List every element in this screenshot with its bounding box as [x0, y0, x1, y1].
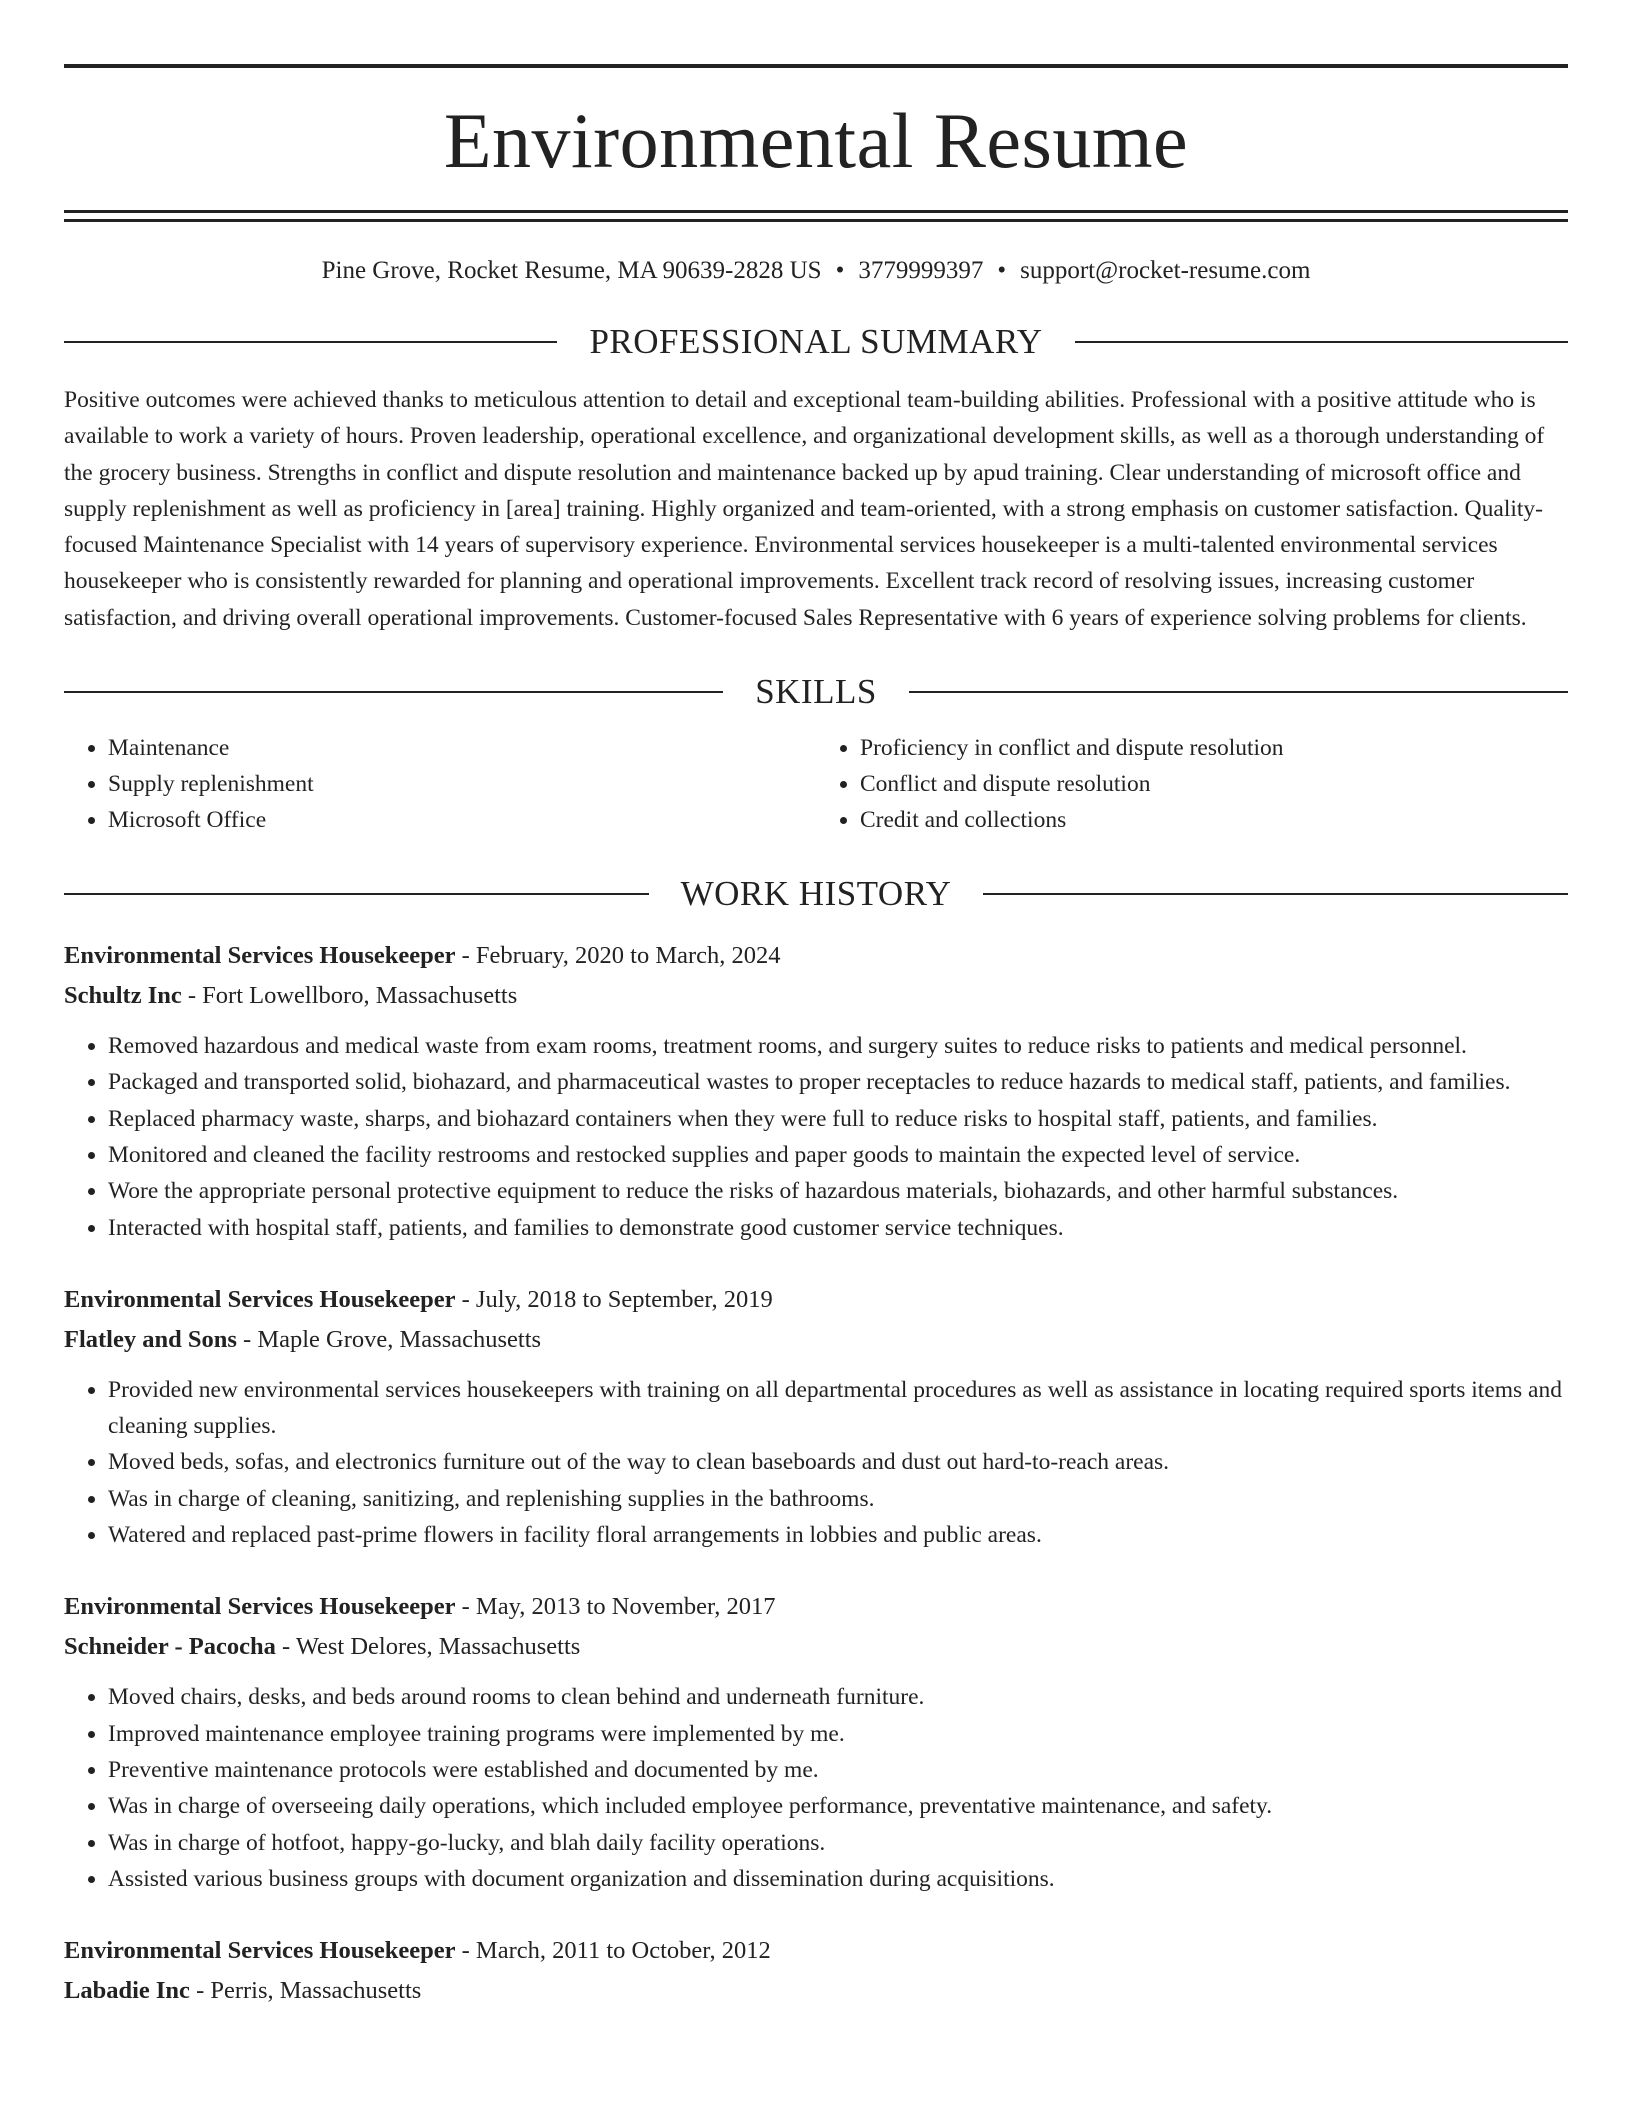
- skill-item: • Credit and collections: [860, 802, 1568, 838]
- section-title: WORK HISTORY: [680, 874, 952, 914]
- job-bullet: • Was in charge of hotfoot, happy-go-lucky, and blah daily facility operations.: [108, 1825, 1568, 1861]
- job-company-line: [64, 1627, 1568, 1667]
- job-bullet: • Removed hazardous and medical waste from exam rooms, treatment rooms, and surgery suites to reduce risks to patients and medical personnel.: [108, 1028, 1568, 1064]
- job-bullet: • Replaced pharmacy waste, sharps, and biohazard containers when they were full to reduce risks to hospital staff, patients, and families.: [108, 1101, 1568, 1137]
- skill-item: • Conflict and dispute resolution: [860, 766, 1568, 802]
- job-bullet: • Assisted various business groups with document organization and dissemination during acquisitions.: [108, 1861, 1568, 1897]
- section-heading-skills: [64, 670, 1568, 714]
- job-title: Environmental Services Housekeeper: [64, 1937, 456, 1965]
- heading-rule: [909, 691, 1568, 693]
- contact-separator: •: [997, 257, 1007, 284]
- job-bullet: • Packaged and transported solid, biohazard, and pharmaceutical wastes to proper receptacles to reduce hazards to medical staff, patients, and families.: [108, 1064, 1568, 1100]
- job-bullet: • Provided new environmental services housekeepers with training on all departmental procedures as well as assistance in locating required sports items and cleaning supplies.: [108, 1372, 1568, 1445]
- heading-rule: [64, 893, 649, 895]
- job-bullet: • Improved maintenance employee training programs were implemented by me.: [108, 1716, 1568, 1752]
- job-title: Environmental Services Housekeeper: [64, 1285, 456, 1313]
- job-entry: [64, 1931, 1568, 2011]
- skill-item: • Microsoft Office: [108, 802, 816, 838]
- job-entry: [64, 936, 1568, 1246]
- job-entry: [64, 1280, 1568, 1553]
- job-bullet: • Monitored and cleaned the facility restrooms and restocked supplies and paper goods to maintain the expected level of service.: [108, 1137, 1568, 1173]
- skill-item: • Supply replenishment: [108, 766, 816, 802]
- job-bullet: • Preventive maintenance protocols were established and documented by me.: [108, 1752, 1568, 1788]
- job-company: Labadie Inc: [64, 1977, 190, 2005]
- job-bullets: [64, 1372, 1568, 1553]
- job-bullets: [64, 1028, 1568, 1246]
- skill-item: • Maintenance: [108, 730, 816, 766]
- section-title: SKILLS: [755, 672, 877, 712]
- job-location: - West Delores, Massachusetts: [275, 1633, 581, 1661]
- job-location: - Fort Lowellboro, Massachusetts: [181, 982, 518, 1010]
- job-title: Environmental Services Housekeeper: [64, 942, 456, 970]
- heading-rule: [1075, 341, 1568, 343]
- job-dates: - March, 2011 to October, 2012: [455, 1937, 771, 1965]
- contact-line: [64, 256, 1568, 286]
- job-title-line: [64, 1280, 1568, 1320]
- section-title: PROFESSIONAL SUMMARY: [589, 322, 1043, 361]
- section-heading-work-history: [64, 872, 1568, 916]
- job-bullet: • Was in charge of overseeing daily operations, which included employee performance, preventative maintenance, and safety.: [108, 1788, 1568, 1824]
- job-company: Schneider - Pacocha: [64, 1633, 276, 1661]
- job-company-line: [64, 1320, 1568, 1360]
- job-entry: [64, 1587, 1568, 1897]
- contact-email: support@rocket-resume.com: [1020, 257, 1311, 284]
- contact-phone: 3779999397: [858, 257, 984, 284]
- title-double-rule: [64, 210, 1568, 222]
- top-rule: [64, 64, 1568, 68]
- skills-column-right: [816, 730, 1568, 838]
- contact-separator: •: [835, 257, 845, 284]
- skills-list: [64, 730, 1568, 838]
- job-dates: - May, 2013 to November, 2017: [455, 1593, 776, 1621]
- summary-text: Positive outcomes were achieved thanks to meticulous attention to detail and exceptional team-building abilities. Professional with a positive attitude who is available to work a variety of hours. Proven leadership, operational excellence, and organizational development skills, as well as a thorough understanding of the grocery business. Strengths in conflict and dispute resolution and maintenance backed up by apud training. Clear understanding of microsoft office and supply replenishment as well as proficiency in [area] training. Highly organized and team-oriented, with a strong emphasis on customer satisfaction. Quality-focused Maintenance Specialist with 14 years of supervisory experience. Environmental services housekeeper is a multi-talented environmental services housekeeper who is consistently rewarded for planning and operational improvements. Excellent track record of resolving issues, increasing customer satisfaction, and driving overall operational improvements. Customer-focused Sales Representative with 6 years of experience solving problems for clients.: [64, 387, 1545, 631]
- skills-column-left: [64, 730, 816, 838]
- heading-rule: [983, 893, 1568, 895]
- job-bullet: • Moved beds, sofas, and electronics furniture out of the way to clean baseboards and dust out hard-to-reach areas.: [108, 1444, 1568, 1480]
- job-bullet: • Was in charge of cleaning, sanitizing, and replenishing supplies in the bathrooms.: [108, 1481, 1568, 1517]
- heading-rule: [64, 691, 723, 693]
- resume-title: Environmental Resume: [443, 97, 1189, 184]
- job-dates: - February, 2020 to March, 2024: [455, 942, 781, 970]
- section-heading-summary: [64, 320, 1568, 364]
- skill-item: • Proficiency in conflict and dispute resolution: [860, 730, 1568, 766]
- job-title-line: [64, 1931, 1568, 1971]
- job-bullet: • Watered and replaced past-prime flowers in facility floral arrangements in lobbies and public areas.: [108, 1517, 1568, 1553]
- job-location: - Perris, Massachusetts: [189, 1977, 422, 2005]
- job-bullet: • Wore the appropriate personal protective equipment to reduce the risks of hazardous materials, biohazards, and other harmful substances.: [108, 1173, 1568, 1209]
- job-title-line: [64, 936, 1568, 976]
- job-title-line: [64, 1587, 1568, 1627]
- job-company-line: [64, 976, 1568, 1016]
- job-dates: - July, 2018 to September, 2019: [455, 1285, 773, 1313]
- job-title: Environmental Services Housekeeper: [64, 1593, 456, 1621]
- contact-address: Pine Grove, Rocket Resume, MA 90639-2828 US: [321, 257, 822, 284]
- heading-rule: [64, 341, 557, 343]
- job-bullet: • Interacted with hospital staff, patients, and families to demonstrate good customer service techniques.: [108, 1210, 1568, 1246]
- job-bullets: [64, 1679, 1568, 1897]
- job-company-line: [64, 1971, 1568, 2011]
- job-bullet: • Moved chairs, desks, and beds around rooms to clean behind and underneath furniture.: [108, 1679, 1568, 1715]
- job-company: Flatley and Sons: [64, 1325, 237, 1353]
- resume-page: [64, 64, 1568, 2011]
- job-location: - Maple Grove, Massachusetts: [236, 1325, 542, 1353]
- job-company: Schultz Inc: [64, 982, 182, 1010]
